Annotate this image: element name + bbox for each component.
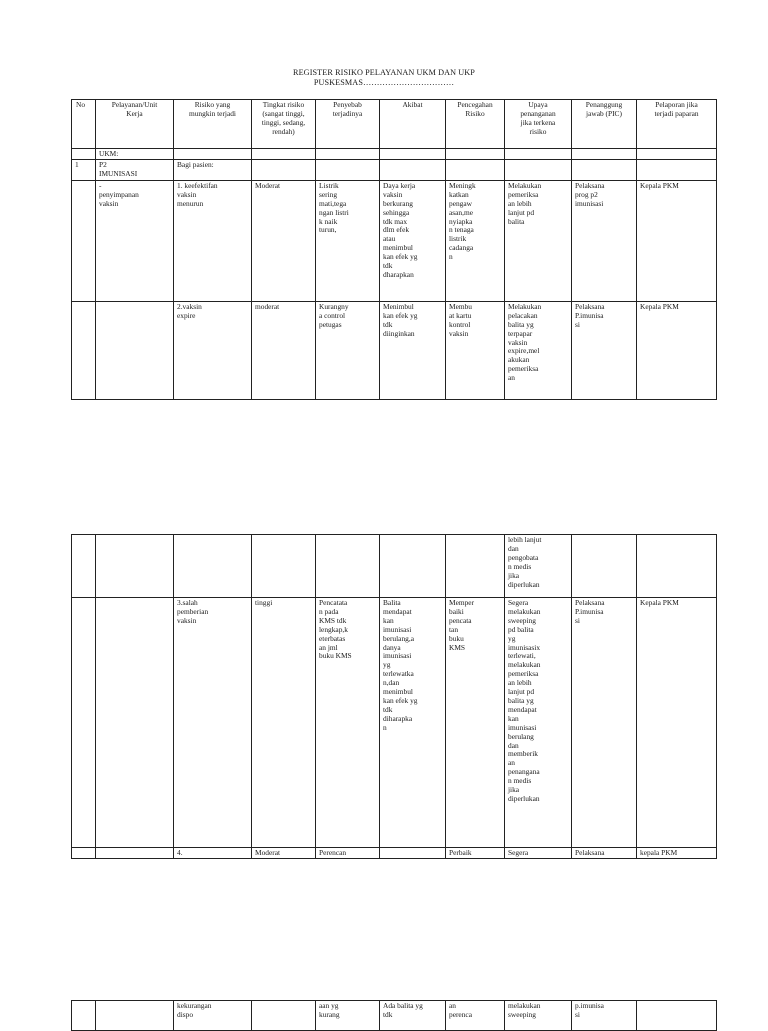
cell-upaya: Segera [505, 848, 572, 859]
title-line-2: PUSKESMAS…………………………… [313, 78, 455, 87]
cell-risiko: 1. keefektifan vaksin menurun [174, 180, 252, 301]
header-upaya: Upaya penanganan jika terkena risiko [505, 100, 572, 149]
cell-akibat: Daya kerja vaksin berkurang sehingga tdk max dlm efek atau menimbul kan efek yg tdk dharapkan [380, 180, 446, 301]
cell-tingkat: Moderat [252, 848, 316, 859]
risk-register-table-page-2 [71, 534, 717, 859]
cell-penyebab: Pencatata n pada KMS tdk lengkap,k eterbatas an jml buku KMS [316, 598, 380, 848]
cell-tingkat: Moderat [252, 180, 316, 301]
table-row [72, 180, 717, 301]
cell-pelaporan: Kepala PKM [637, 598, 717, 848]
risk-register-table-page-1 [71, 99, 717, 400]
header-row [72, 100, 717, 149]
cell-upaya: Melakukan pelacakan balita yg terpapar vaksin expire,mel akukan pemeriksa an [505, 301, 572, 399]
header-penanggung-jawab: Penanggung jawab (PIC) [572, 100, 637, 149]
header-no: No [72, 100, 96, 149]
risk-register-table-page-3 [71, 1000, 717, 1031]
header-pelaporan: Pelaporan jika terjadi paparan [637, 100, 717, 149]
cell-pj: Pelaksana prog p2 imunisasi [572, 180, 637, 301]
cell-tingkat: moderat [252, 301, 316, 399]
header-tingkat-risiko: Tingkat risiko (sangat tinggi, tinggi, sedang, rendah) [252, 100, 316, 149]
cell-pencegahan: Memper baiki pencata tan buku KMS [446, 598, 505, 848]
cell-upaya: melakukan sweeping [505, 1001, 572, 1031]
header-risiko: Risiko yang mungkin terjadi [174, 100, 252, 149]
cell-penyebab: Listrik sering mati,tega ngan listri k naik turun, [316, 180, 380, 301]
cell-pj: Pelaksana P.imunisa si [572, 301, 637, 399]
cell-risiko: 2.vaksin expire [174, 301, 252, 399]
cell-pj: p.imunisa si [572, 1001, 637, 1031]
header-penyebab: Penyebab terjadinya [316, 100, 380, 149]
cell-pencegahan: an perenca [446, 1001, 505, 1031]
cell-tingkat: tinggi [252, 598, 316, 848]
cell-pelayanan: - penyimpanan vaksin [96, 180, 174, 301]
cell-penyebab: Perencan [316, 848, 380, 859]
cell-pencegahan: Perbaik [446, 848, 505, 859]
cell-pelaporan: Kepala PKM [637, 180, 717, 301]
cell-risiko: Bagi pasien: [174, 159, 252, 180]
cell-risiko: kekurangan dispo [174, 1001, 252, 1031]
table-row [72, 1001, 717, 1031]
cell-risiko: 3.salah pemberian vaksin [174, 598, 252, 848]
header-akibat: Akibat [380, 100, 446, 149]
table-row [72, 301, 717, 399]
cell-akibat: Balita mendapat kan imunisasi berulang,a danya imunisasi yg terlewatka n,dan menimbul kan efek yg tdk diharapka n [380, 598, 446, 848]
cell-pencegahan: Meningk katkan pengaw asan,me nyiapka n tenaga listrik cadanga n [446, 180, 505, 301]
table-row [72, 598, 717, 848]
table-row [72, 848, 717, 859]
cell-penyebab: aan yg kurang [316, 1001, 380, 1031]
cell-no: 1 [72, 159, 96, 180]
table-row [72, 159, 717, 180]
header-pelayanan: Pelayanan/Unit Kerja [96, 100, 174, 149]
title-line-1: REGISTER RISIKO PELAYANAN UKM DAN UKP [293, 68, 475, 77]
ukm-label: UKM: [96, 149, 174, 160]
cell-upaya-continued: lebih lanjut dan pengobata n medis jika diperlukan [505, 535, 572, 598]
cell-upaya: Melakukan pemeriksa an lebih lanjut pd balita [505, 180, 572, 301]
cell-pj: Pelaksana P.imunisa si [572, 598, 637, 848]
header-pencegahan: Pencegahan Risiko [446, 100, 505, 149]
table-row [72, 535, 717, 598]
cell-pencegahan: Membu at kartu kontrol vaksin [446, 301, 505, 399]
cell-pj: Pelaksana [572, 848, 637, 859]
cell-pelayanan: P2 IMUNISASI [96, 159, 174, 180]
cell-upaya: Segera melakukan sweeping pd balita yg imunisasix terlewati, melakukan pemeriksa an lebih lanjut pd balita yg mendapat kan imunisasi berulang dan memberik an penangana n medis jika diperlukan [505, 598, 572, 848]
cell-penyebab: Kurangny a control petugas [316, 301, 380, 399]
cell-risiko: 4. [174, 848, 252, 859]
table-row [72, 149, 717, 160]
cell-akibat: Ada balita yg tdk [380, 1001, 446, 1031]
cell-pelaporan: kepala PKM [637, 848, 717, 859]
cell-pelaporan: Kepala PKM [637, 301, 717, 399]
cell-akibat: Menimbul kan efek yg tdk diinginkan [380, 301, 446, 399]
